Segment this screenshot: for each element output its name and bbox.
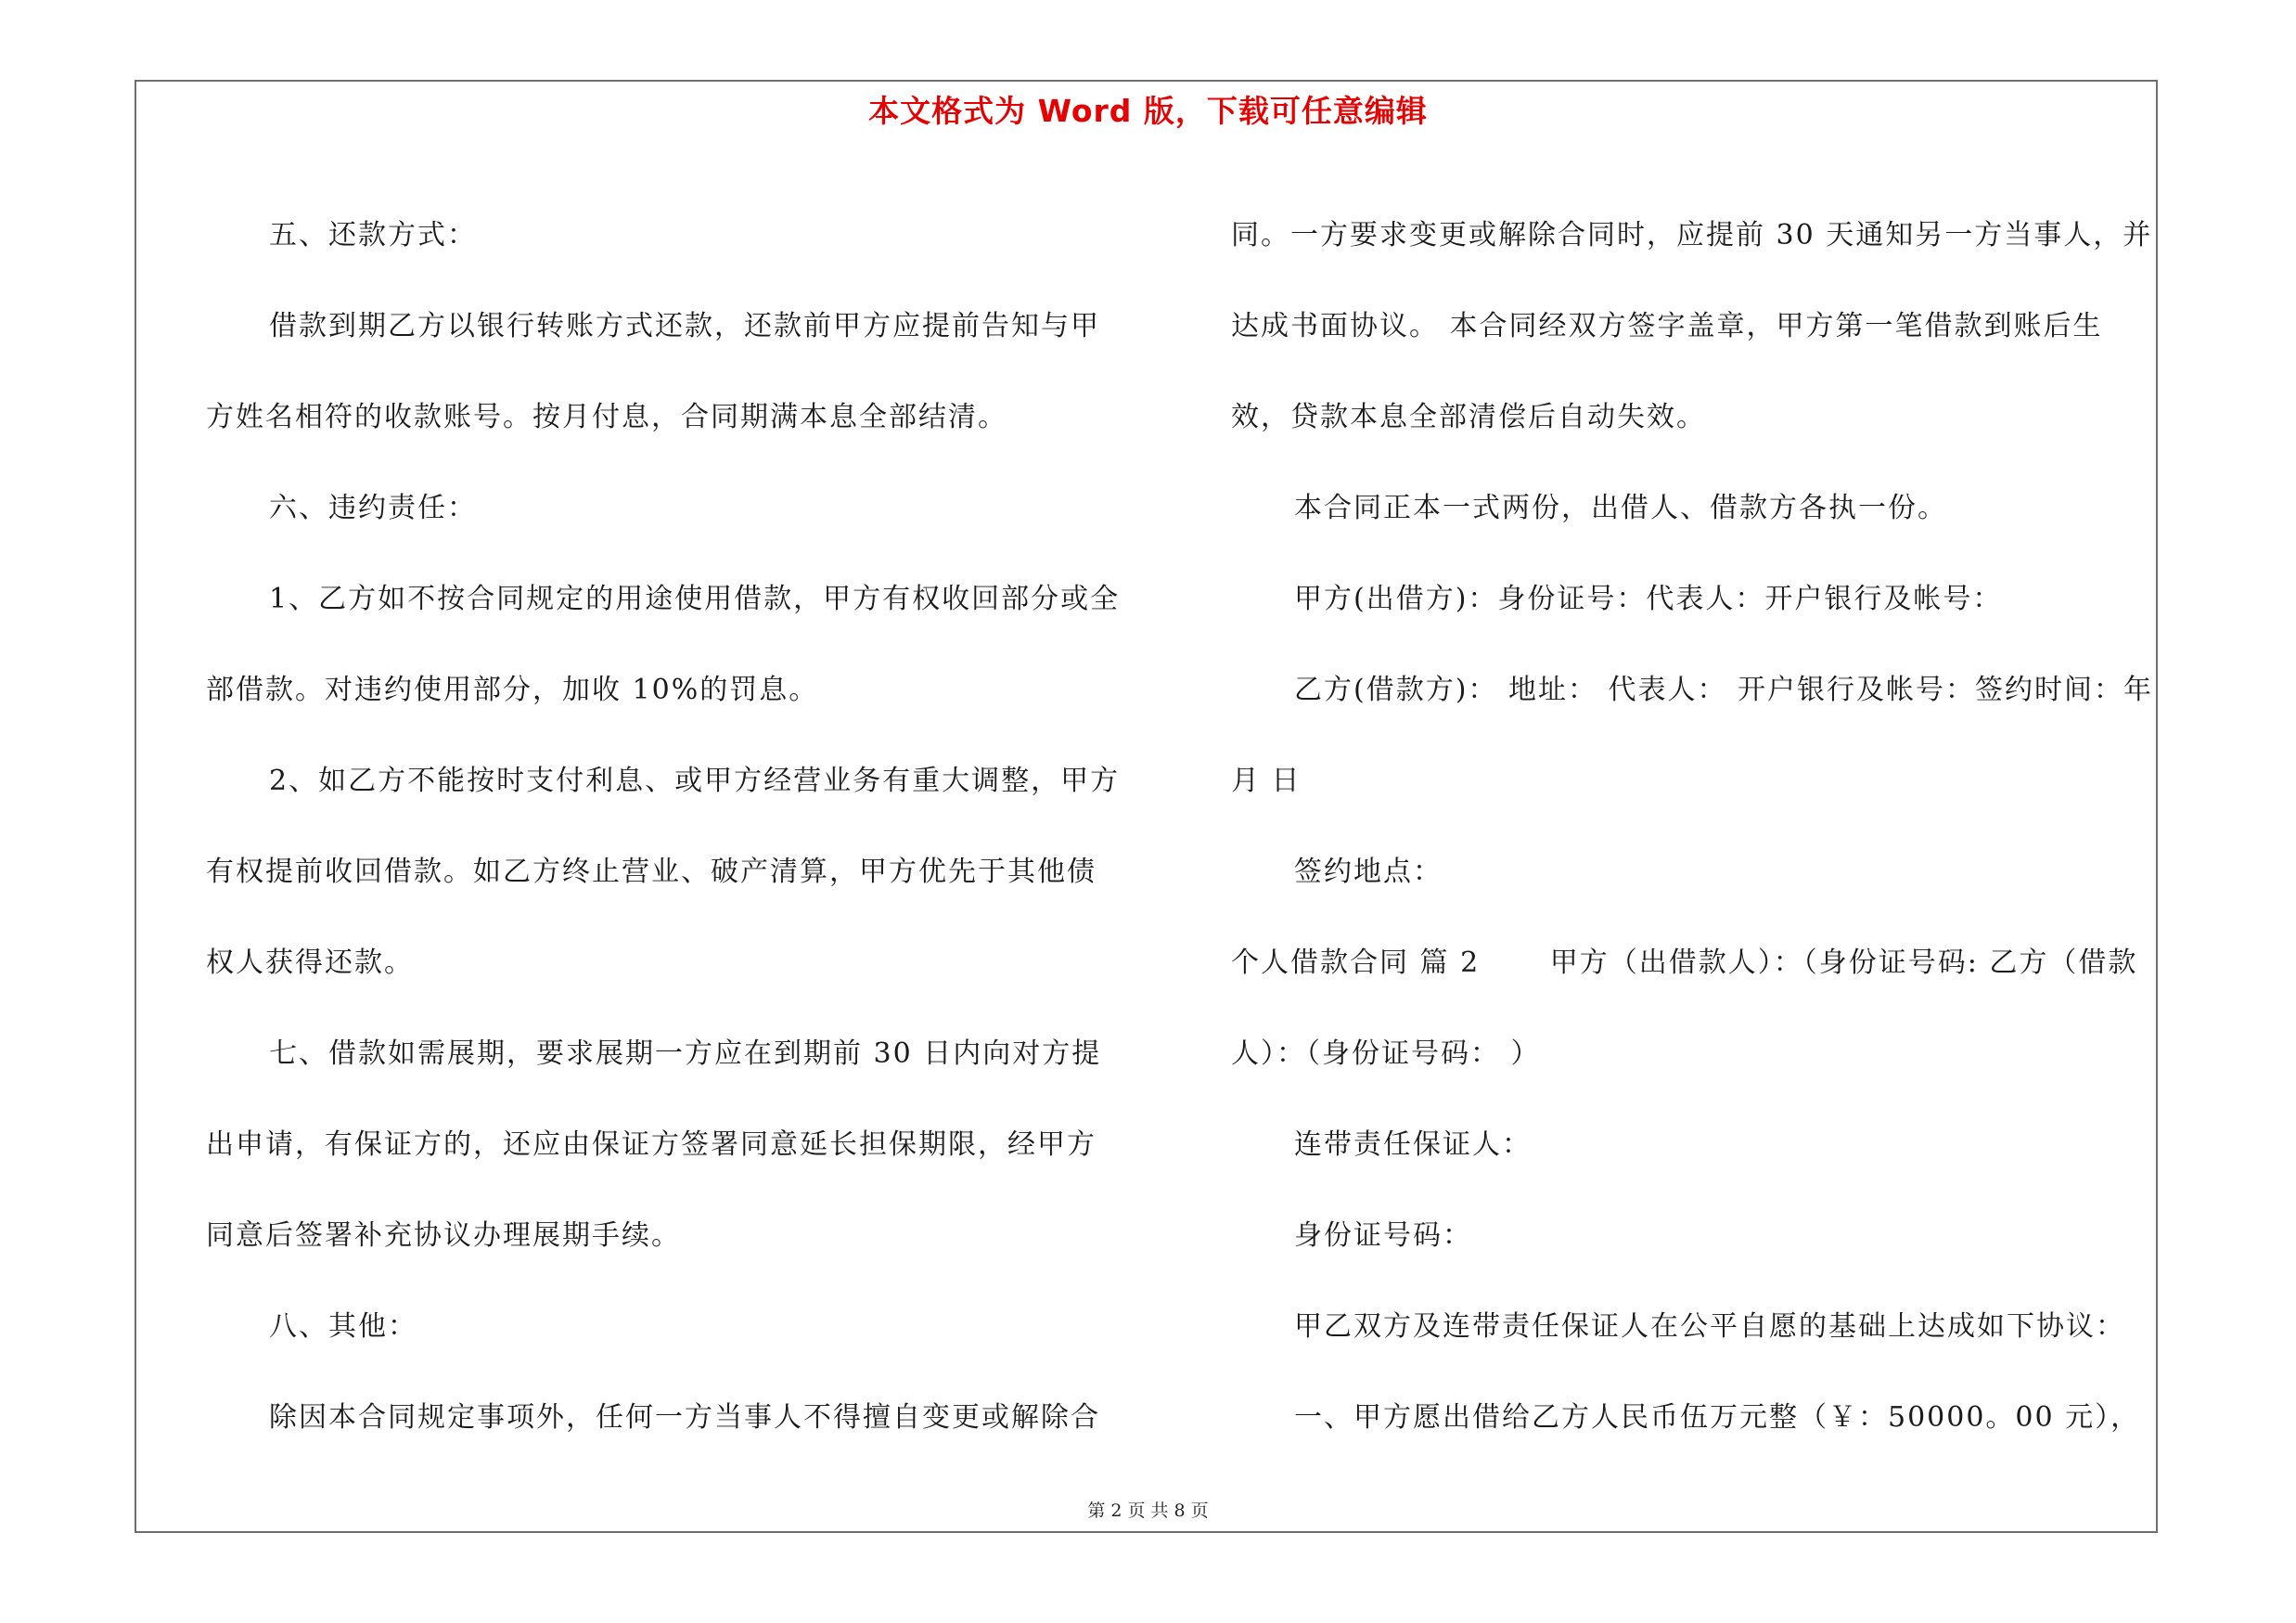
paragraph: 1、乙方如不按合同规定的用途使用借款，甲方有权收回部分或全部借款。对违约使用部分，加收 10%的罚息。 <box>206 583 1121 706</box>
paragraph: 乙方(借款方)： 地址： 代表人： 开户银行及帐号：签约时间：年月 日 <box>1231 674 2154 797</box>
paragraph: 八、其他： <box>269 1310 417 1343</box>
paragraph: 五、还款方式： <box>269 219 477 251</box>
format-banner: 本文格式为 Word 版，下载可任意编辑 <box>868 93 1428 129</box>
paragraph: 借款到期乙方以银行转账方式还款，还款前甲方应提前告知与甲方姓名相符的收款账号。按月付息，合同期满本息全部结清。 <box>206 310 1100 433</box>
paragraph: 六、违约责任： <box>269 492 477 524</box>
left-column <box>206 190 1124 1463</box>
paragraph: 甲乙双方及连带责任保证人在公平自愿的基础上达成如下协议： <box>1294 1310 2125 1343</box>
paragraph: 2、如乙方不能按时支付利息、或甲方经营业务有重大调整，甲方有权提前收回借款。如乙方终止营业、破产清算，甲方优先于其他债权人获得还款。 <box>206 765 1121 979</box>
page-number: 第 2 页 共 8 页 <box>1087 1501 1209 1521</box>
paragraph: 一、甲方愿出借给乙方人民币伍万元整（￥：50000。00 元）， <box>1294 1401 2141 1434</box>
paragraph: 本合同正本一式两份，出借人、借款方各执一份。 <box>1294 492 1947 524</box>
paragraph: 甲方(出借方)：身份证号：代表人：开户银行及帐号： <box>1294 583 2003 615</box>
paragraph: 签约地点： <box>1294 856 1443 888</box>
paragraph: 个人借款合同 篇 2 甲方（出借款人）：（身份证号码: 乙方（借款人）：（身份证号码： ） <box>1231 947 2138 1070</box>
paragraph: 七、借款如需展期，要求展期一方应在到期前 30 日内向对方提出申请，有保证方的，还应由保证方签署同意延长担保期限，经甲方同意后签署补充协议办理展期手续。 <box>206 1037 1102 1252</box>
right-column <box>1231 190 2159 1463</box>
paragraph: 除因本合同规定事项外，任何一方当事人不得擅自变更或解除合 <box>269 1401 1100 1434</box>
paragraph: 身份证号码： <box>1294 1219 1472 1252</box>
paragraph: 同。一方要求变更或解除合同时，应提前 30 天通知另一方当事人，并达成书面协议。 本合同经双方签字盖章，甲方第一笔借款到账后生效，贷款本息全部清偿后自动失效。 <box>1231 219 2153 433</box>
paragraph: 连带责任保证人： <box>1294 1128 1532 1161</box>
